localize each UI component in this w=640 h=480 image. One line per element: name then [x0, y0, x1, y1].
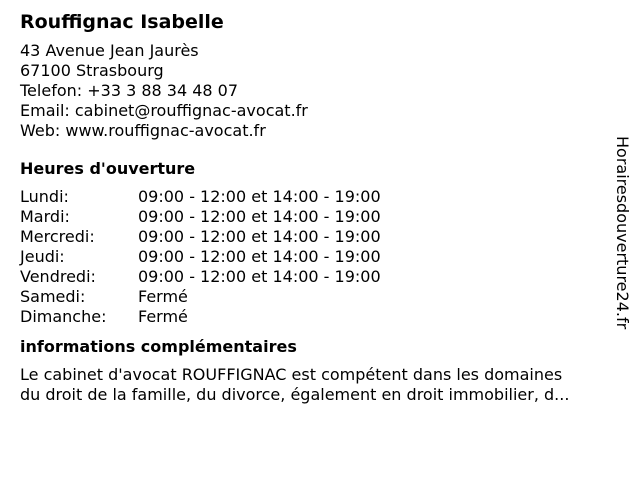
- opening-hours-title: Heures d'ouverture: [20, 159, 196, 178]
- day-label: Jeudi:: [20, 247, 65, 266]
- description-line-1: Le cabinet d'avocat ROUFFIGNAC est compétent dans les domaines: [20, 365, 563, 384]
- additional-info-title: informations complémentaires: [20, 337, 297, 356]
- day-label: Lundi:: [20, 187, 69, 206]
- hours-value: 09:00 - 12:00 et 14:00 - 19:00: [138, 207, 381, 226]
- site-brand-vertical: Horairesdouverture24.fr: [613, 136, 632, 330]
- email-line: Email: cabinet@rouffignac-avocat.fr: [20, 101, 308, 120]
- description-line-2: du droit de la famille, du divorce, également en droit immobilier, d...: [20, 385, 570, 404]
- hours-value: 09:00 - 12:00 et 14:00 - 19:00: [138, 267, 381, 286]
- hours-value: 09:00 - 12:00 et 14:00 - 19:00: [138, 247, 381, 266]
- hours-value: 09:00 - 12:00 et 14:00 - 19:00: [138, 227, 381, 246]
- hours-value: Fermé: [138, 287, 188, 306]
- day-label: Dimanche:: [20, 307, 107, 326]
- hours-row-saturday: [20, 287, 610, 307]
- day-label: Samedi:: [20, 287, 86, 306]
- hours-row-friday: [20, 267, 610, 287]
- hours-row-wednesday: [20, 227, 610, 247]
- day-label: Mercredi:: [20, 227, 95, 246]
- hours-value: Fermé: [138, 307, 188, 326]
- day-label: Vendredi:: [20, 267, 96, 286]
- hours-value: 09:00 - 12:00 et 14:00 - 19:00: [138, 187, 381, 206]
- day-label: Mardi:: [20, 207, 70, 226]
- hours-row-thursday: [20, 247, 610, 267]
- content: [20, 8, 610, 405]
- hours-row-monday: [20, 187, 610, 207]
- business-name: Rouffignac Isabelle: [20, 11, 224, 33]
- address-city: 67100 Strasbourg: [20, 61, 164, 80]
- hours-row-sunday: [20, 307, 610, 327]
- hours-row-tuesday: [20, 207, 610, 227]
- address-street: 43 Avenue Jean Jaurès: [20, 41, 199, 60]
- web-line: Web: www.rouffignac-avocat.fr: [20, 121, 266, 140]
- phone-line: Telefon: +33 3 88 34 48 07: [20, 81, 239, 100]
